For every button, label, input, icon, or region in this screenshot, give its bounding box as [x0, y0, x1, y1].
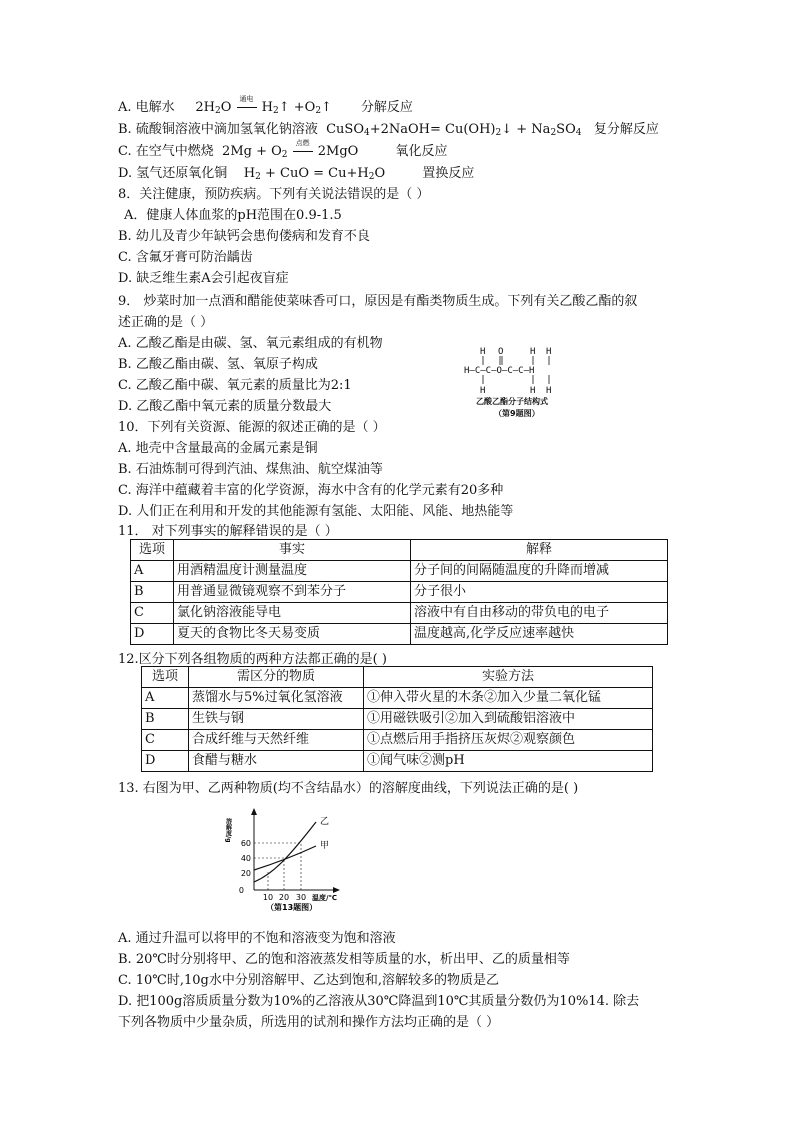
- atom-h-top-3: H: [546, 347, 552, 357]
- table-row: [142, 730, 653, 751]
- y-tick-60: 60: [240, 839, 251, 848]
- x-tick-20: 20: [278, 893, 290, 902]
- q9-option-c: C. 乙酸乙酯中碳、氧元素的质量比为2:1: [118, 378, 352, 393]
- formula-main-chain: H—C—C—O—C—C—H: [464, 366, 535, 376]
- x-axis-label: 温度/℃: [312, 894, 338, 902]
- q11-cell: 分子很小: [411, 582, 668, 603]
- q13-option-b: B. 20℃时分别将甲、乙的饱和溶液蒸发相等质量的水，析出甲、乙的质量相等: [118, 952, 570, 967]
- q12-cell: 食醋与糖水: [189, 751, 364, 772]
- q9-stem-line1: 9． 炒菜时加一点酒和醋能使菜味香可口，原因是有酯类物质生成。下列有关乙酸乙酯的叙: [118, 294, 638, 309]
- q12-cell: D: [142, 751, 189, 772]
- series-yi-label: 乙: [320, 817, 330, 827]
- q9-option-d: D. 乙酸乙酯中氧元素的质量分数最大: [118, 399, 332, 414]
- q13-option-a: A. 通过升温可以将甲的不饱和溶液变为饱和溶液: [118, 931, 396, 946]
- q12-cell: A: [142, 688, 189, 709]
- q11-cell: 分子间的间隔随温度的升降而增减: [411, 561, 668, 582]
- q11-cell: D: [131, 624, 174, 645]
- q8-option-c: C. 含氟牙膏可防治龋齿: [118, 250, 253, 265]
- y-axis-label: 溶解度/g: [224, 818, 232, 843]
- reaction-arrow: 点燃: [292, 142, 314, 162]
- q12-cell: ①用磁铁吸引②加入到硫酸铝溶液中: [364, 709, 653, 730]
- q12-cell: 合成纤维与天然纤维: [189, 730, 364, 751]
- y-tick-0: 0: [238, 886, 244, 895]
- ethyl-acetate-structure-figure: [460, 344, 580, 422]
- atom-h-bottom-1: H: [480, 386, 486, 396]
- atom-h-bottom-3: H: [546, 386, 552, 396]
- q11-header-option: 选项: [131, 540, 174, 561]
- q11-cell: A: [131, 561, 174, 582]
- q12-cell: B: [142, 709, 189, 730]
- y-axis-arrow: [251, 808, 257, 815]
- q11-cell: B: [131, 582, 174, 603]
- q9-option-a: A. 乙酸乙酯是由碳、氢、氧元素组成的有机物: [118, 336, 383, 351]
- q11-table: [130, 539, 668, 645]
- y-tick-20: 20: [240, 869, 251, 878]
- q11-stem: 11． 对下列事实的解释错误的是（ ）: [118, 524, 338, 539]
- q13-stem: 13. 右图为甲、乙两种物质(均不含结晶水）的溶解度曲线，下列说法正确的是( ): [118, 781, 579, 796]
- table-row: [142, 709, 653, 730]
- atom-o-top: O: [498, 347, 504, 357]
- table-row: [142, 688, 653, 709]
- q10-option-c: C. 海洋中蕴藏着丰富的化学资源，海水中含有的化学元素有20多种: [118, 483, 504, 498]
- table-row: [131, 624, 668, 645]
- q8-stem: 8．关注健康，预防疾病。下列有关说法错误的是（ ）: [118, 187, 430, 202]
- q12-stem: 12.区分下列各组物质的两种方法都正确的是( ): [118, 652, 387, 667]
- q12-cell: C: [142, 730, 189, 751]
- q13-figure-caption: （第13题图）: [266, 903, 318, 912]
- atom-h-top-1: H: [480, 347, 486, 357]
- q11-cell: 用酒精温度计测量温度: [174, 561, 411, 582]
- q10-option-a: A. 地壳中含量最高的金属元素是铜: [118, 441, 318, 456]
- x-tick-10: 10: [262, 893, 274, 902]
- y-tick-40: 40: [240, 854, 251, 863]
- q12-header-substances: 需区分的物质: [189, 667, 364, 688]
- q12-cell: ①伸入带火星的木条②加入少量二氧化锰: [364, 688, 653, 709]
- q10-stem: 10．下列有关资源、能源的叙述正确的是（ ）: [118, 420, 386, 435]
- q12-cell: ①点燃后用手指挤压灰烬②观察颜色: [364, 730, 653, 751]
- table-row: [131, 561, 668, 582]
- solubility-chart-svg: [224, 806, 358, 914]
- series-yi-curve: [254, 822, 316, 882]
- q7-option-d: D. 氢气还原氧化铜 $H_2$ + CuO = $Cu+H_2O$ 置换反应: [118, 166, 475, 182]
- q9-figure-caption: 乙酸乙酯分子结构式: [476, 397, 548, 406]
- q11-header-fact: 事实: [174, 540, 411, 561]
- q12-table: [141, 666, 653, 772]
- q9-stem-line2: 述正确的是（ ）: [118, 315, 214, 330]
- atom-h-top-2: H: [530, 347, 536, 357]
- q9-figure-number: （第9题图）: [494, 409, 540, 418]
- q8-option-d: D. 缺乏维生素A会引起夜盲症: [118, 271, 289, 286]
- atom-h-bottom-2: H: [530, 386, 536, 396]
- q12-header-option: 选项: [142, 667, 189, 688]
- solubility-curve-figure: [224, 806, 358, 914]
- x-axis-arrow: [333, 887, 340, 893]
- q14-stem-tail: 下列各物质中少量杂质，所选用的试剂和操作方法均正确的是（ ）: [118, 1015, 500, 1030]
- q11-cell: C: [131, 603, 174, 624]
- series-jia-label: 甲: [320, 841, 330, 851]
- q12-cell: ①闻气味②测pH: [364, 751, 653, 772]
- q8-option-b: B. 幼儿及青少年缺钙会患佝偻病和发育不良: [118, 229, 370, 244]
- q12-cell: 生铁与钢: [189, 709, 364, 730]
- table-row: [142, 751, 653, 772]
- q11-header-explanation: 解释: [411, 540, 668, 561]
- q7-option-a: A. 电解水 $2H_2O$ 通电 $H_2↑$ $+O_2↑$ 分解反应: [118, 95, 413, 116]
- q7-option-b: B. 硫酸铜溶液中滴加氢氧化钠溶液 CuSO$_4$+2NaOH= $Cu(OH)_2↓ + Na_2SO_4$ 复分解反应: [118, 122, 659, 138]
- q13-option-c: C. 10℃时,10g水中分别溶解甲、乙达到饱和,溶解较多的物质是乙: [118, 973, 499, 988]
- q12-header-method: 实验方法: [364, 667, 653, 688]
- q11-cell: 温度越高,化学反应速率越快: [411, 624, 668, 645]
- table-header-row: [142, 667, 653, 688]
- q11-cell: 夏天的食物比冬天易变质: [174, 624, 411, 645]
- q8-option-a: A．健康人体血浆的pH范围在0.9-1.5: [124, 208, 342, 223]
- reaction-arrow: 通电: [236, 98, 258, 118]
- q10-option-d: D. 人们正在利用和开发的其他能源有氢能、太阳能、风能、地热能等: [118, 504, 514, 519]
- q10-option-b: B. 石油炼制可得到汽油、煤焦油、航空煤油等: [118, 462, 383, 477]
- q7-option-c: C. 在空气中燃烧 $2Mg + O_2$ 点燃 2MgO 氧化反应: [118, 139, 448, 160]
- q13-option-d: D. 把100g溶质质量分数为10%的乙溶液从30℃降温到10℃其质量分数仍为10%14. 除去: [118, 994, 640, 1009]
- q9-option-b: B. 乙酸乙酯由碳、氢、氧原子构成: [118, 357, 318, 372]
- q11-cell: 氯化钠溶液能导电: [174, 603, 411, 624]
- q12-cell: 蒸馏水与5%过氧化氢溶液: [189, 688, 364, 709]
- q11-cell: 溶液中有自由移动的带负电的电子: [411, 603, 668, 624]
- table-row: [131, 603, 668, 624]
- table-header-row: [131, 540, 668, 561]
- table-row: [131, 582, 668, 603]
- x-tick-30: 30: [295, 893, 307, 902]
- q11-cell: 用普通显微镜观察不到苯分子: [174, 582, 411, 603]
